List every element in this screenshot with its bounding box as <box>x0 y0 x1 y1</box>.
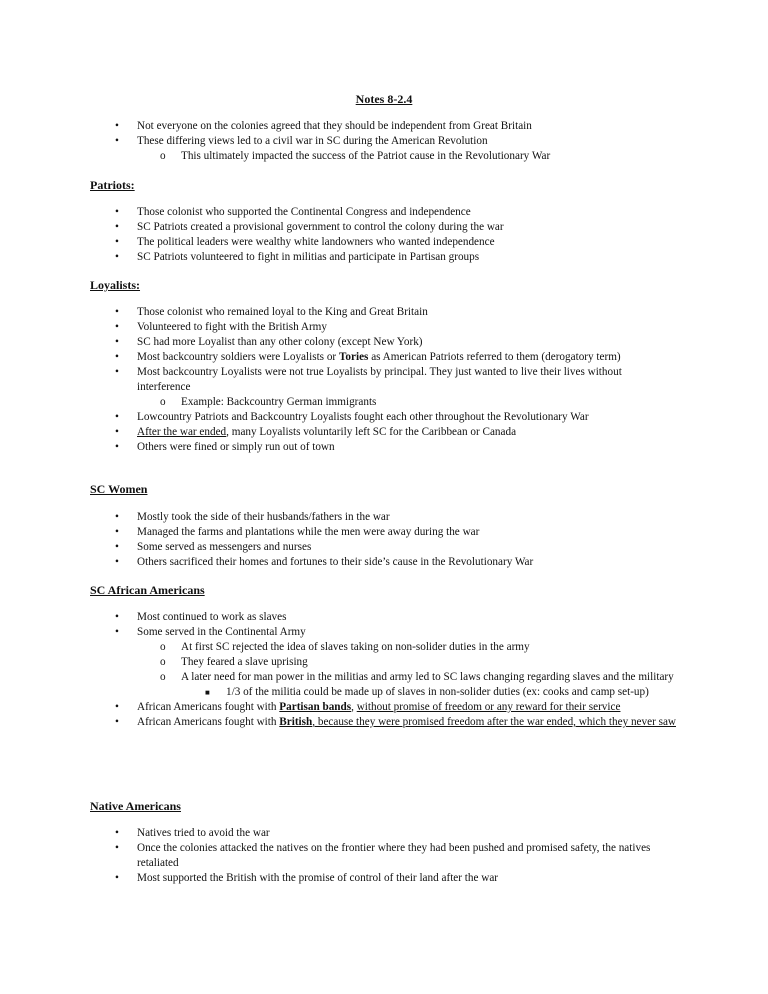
section-heading-native-americans: Native Americans <box>90 799 181 813</box>
list-item: • Others were fined or simply run out of town <box>115 441 335 453</box>
list-subitem: o This ultimately impacted the success of the Patriot cause in the Revolutionary War <box>160 150 551 162</box>
native-americans-list <box>0 826 677 886</box>
section-heading-patriots: Patriots: <box>90 178 135 192</box>
list-subsubitem: ■ 1/3 of the militia could be made up of slaves in non-solider duties (ex: cooks and camp set-up) <box>205 686 649 698</box>
list-item: • SC had more Loyalist than any other colony (except New York) <box>115 336 423 348</box>
list-item: • The political leaders were wealthy white landowners who wanted independence <box>115 236 495 248</box>
list-item: • These differing views led to a civil war in SC during the American Revolution <box>115 135 488 147</box>
list-item: • Lowcountry Patriots and Backcountry Loyalists fought each other throughout the Revolutionary War <box>115 411 589 423</box>
list-item: • SC Patriots volunteered to fight in militias and participate in Partisan groups <box>115 251 480 263</box>
section-heading-loyalists: Loyalists: <box>90 278 141 292</box>
list-item: • Mostly took the side of their husbands/fathers in the war <box>115 511 390 523</box>
list-item: • Some served in the Continental Army <box>115 626 306 638</box>
list-item: • Not everyone on the colonies agreed that they should be independent from Great Britain <box>115 120 532 132</box>
list-item: • Some served as messengers and nurses <box>115 541 312 553</box>
list-item: • Most backcountry Loyalists were not true Loyalists by principal. They just wanted to live their lives without interference <box>115 366 622 393</box>
list-item: • Most continued to work as slaves <box>115 611 287 623</box>
section-heading-african-americans: SC African Americans <box>90 583 205 597</box>
patriots-list <box>0 205 677 265</box>
list-item: • Those colonist who remained loyal to the King and Great Britain <box>115 306 428 318</box>
list-item: • SC Patriots created a provisional government to control the colony during the war <box>115 221 504 233</box>
list-subitem: o A later need for man power in the militias and army led to SC laws changing regarding slaves and the military <box>160 671 674 683</box>
intro-list <box>0 119 677 164</box>
list-item: • Natives tried to avoid the war <box>115 827 270 839</box>
list-item: • Most supported the British with the promise of control of their land after the war <box>115 872 499 884</box>
list-subitem: o They feared a slave uprising <box>160 656 308 668</box>
list-item: • After the war ended, many Loyalists voluntarily left SC for the Caribbean or Canada <box>115 426 517 438</box>
list-item: • Once the colonies attacked the natives on the frontier where they had been pushed and promised safety, the natives retaliated <box>115 842 651 869</box>
list-item: • Most backcountry soldiers were Loyalists or Tories as American Patriots referred to them (derogatory term) <box>115 351 621 363</box>
loyalists-list <box>0 305 677 455</box>
british-term: British <box>279 716 313 728</box>
list-item: • African Americans fought with British, because they were promised freedom after the war ended, which they never saw <box>115 716 676 728</box>
list-item: • Volunteered to fight with the British Army <box>115 321 327 333</box>
list-item: • Those colonist who supported the Continental Congress and independence <box>115 206 471 218</box>
list-item: • Managed the farms and plantations while the men were away during the war <box>115 526 480 538</box>
tories-term: Tories <box>338 351 369 363</box>
african-americans-list <box>0 610 677 730</box>
partisan-bands-term: Partisan bands <box>279 701 352 713</box>
list-item: • African Americans fought with Partisan bands, without promise of freedom or any reward for their service <box>115 701 621 713</box>
women-list <box>0 510 677 570</box>
list-subitem: o Example: Backcountry German immigrants <box>160 396 377 408</box>
list-subitem: o At first SC rejected the idea of slaves taking on non-solider duties in the army <box>160 641 530 653</box>
page-title: Notes 8-2.4 <box>355 92 413 106</box>
section-heading-women: SC Women <box>90 482 148 496</box>
list-item: • Others sacrificed their homes and fortunes to their side’s cause in the Revolutionary War <box>115 556 534 568</box>
after-war-phrase: After the war ended <box>137 426 227 438</box>
